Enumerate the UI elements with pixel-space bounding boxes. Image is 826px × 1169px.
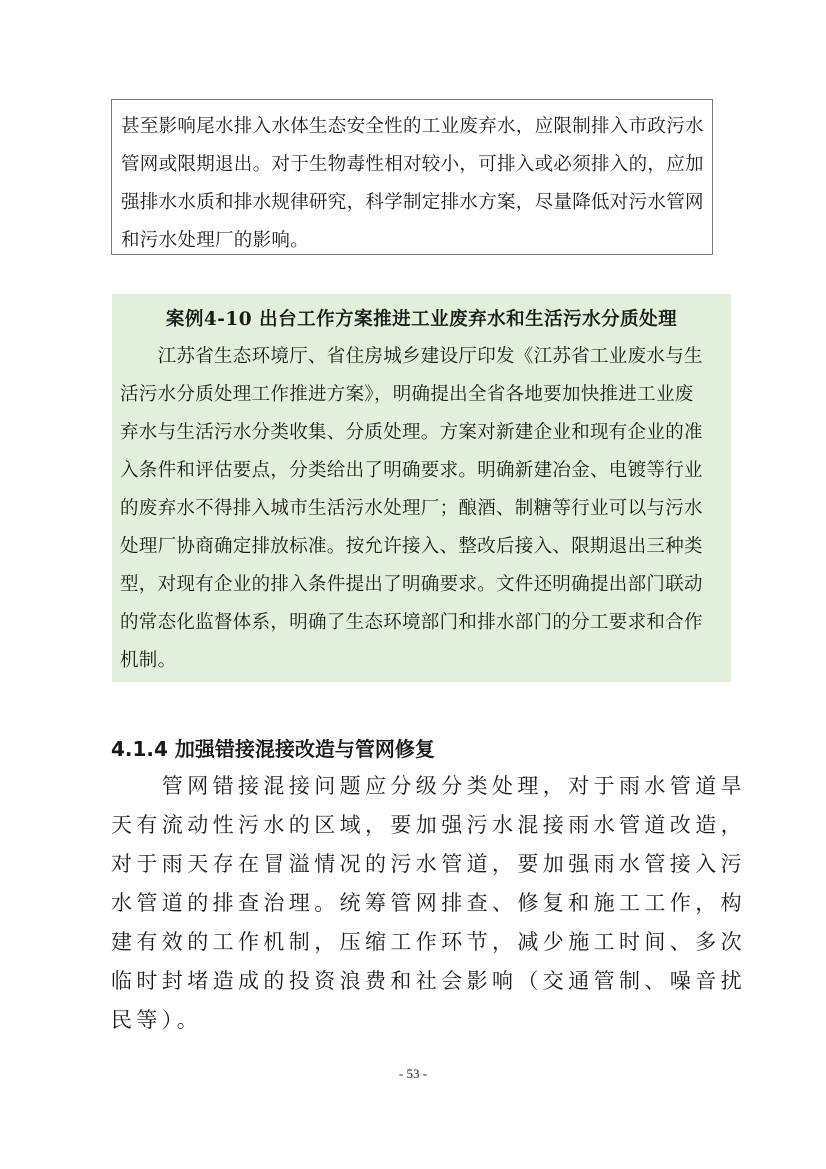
paragraph-line: 和污水处理厂的影响。 (121, 230, 310, 251)
body-line: 水管道的排查治理。统筹管网排查、修复和施工工作，构 (111, 891, 746, 915)
paragraph-line: 入条件和评估要点，分类给出了明确要求。明确新建冶金、电镀等行业 (120, 460, 703, 481)
paragraph-line: 型，对现有企业的排入条件提出了明确要求。文件还明确提出部门联动 (120, 574, 703, 595)
body-line: 建有效的工作机制，压缩工作环节，减少施工时间、多次 (111, 930, 746, 954)
page-number: - 53 - (398, 1066, 428, 1081)
body-line: 对于雨天存在冒溢情况的污水管道，要加强雨水管接入污 (111, 852, 746, 876)
text-box-bordered (111, 99, 713, 255)
body-line: 临时封堵造成的投资浪费和社会影响（交通管制、噪音扰 (111, 969, 746, 993)
paragraph-line: 的废弃水不得排入城市生活污水处理厂；酿酒、制糖等行业可以与污水 (120, 498, 703, 519)
body-line: 管网错接混接问题应分级分类处理，对于雨水管道旱 (111, 774, 746, 798)
paragraph-line: 管网或限期退出。对于生物毒性相对较小，可排入或必须排入的，应加 (121, 154, 704, 175)
paragraph-line: 处理厂协商确定排放标准。按允许接入、整改后接入、限期退出三种类 (120, 536, 703, 557)
paragraph-line: 活污水分质处理工作推进方案》，明确提出全省各地要加快推进工业废 (120, 384, 694, 405)
paragraph-line: 弃水与生活污水分类收集、分质处理。方案对新建企业和现有企业的准 (120, 422, 703, 443)
paragraph-line: 强排水水质和排水规律研究，科学制定排水方案，尽量降低对污水管网 (121, 192, 704, 213)
body-line: 民等）。 (111, 1008, 203, 1032)
case-study-box (112, 294, 731, 682)
body-line: 天有流动性污水的区域，要加强污水混接雨水管道改造， (111, 813, 746, 837)
paragraph-line: 机制。 (120, 650, 177, 671)
section-heading: 4.1.4 加强错接混接改造与管网修复 (111, 737, 435, 761)
paragraph-line: 甚至影响尾水排入水体生态安全性的工业废弃水，应限制排入市政污水 (121, 116, 704, 137)
case-study-title: 案例4-10 出台工作方案推进工业废弃水和生活污水分质处理 (165, 309, 678, 330)
paragraph-line: 的常态化监督体系，明确了生态环境部门和排水部门的分工要求和合作 (120, 612, 703, 633)
paragraph-line: 江苏省生态环境厅、省住房城乡建设厅印发《江苏省工业废水与生 (120, 346, 703, 367)
